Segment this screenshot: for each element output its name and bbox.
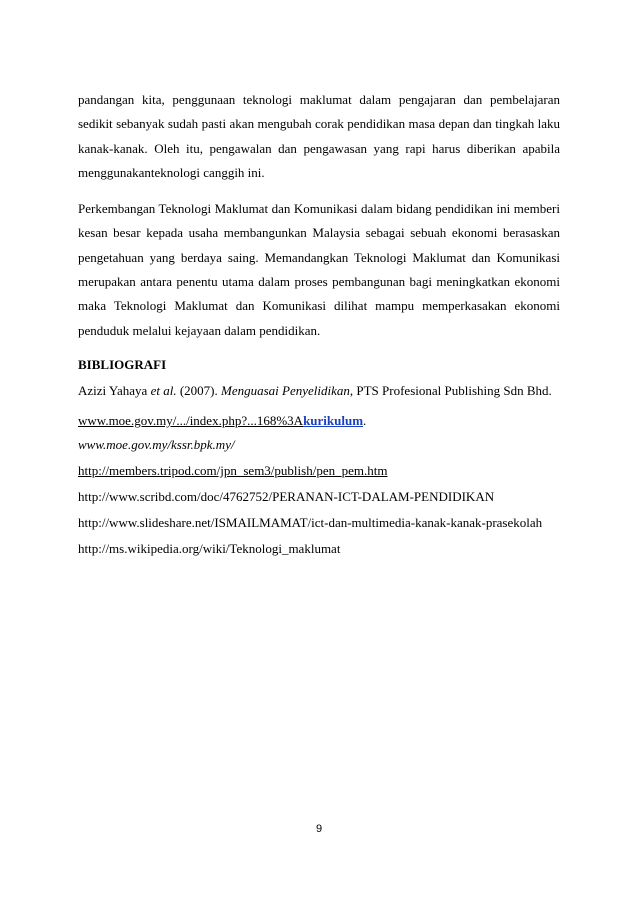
bibliography-entry-kssr: [78, 436, 560, 462]
tripod-link[interactable]: http://members.tripod.com/jpn_sem3/publish/pen_pem.htm: [78, 462, 388, 478]
bibliography-entry-moe[interactable]: [78, 412, 560, 436]
slideshare-url: http://www.slideshare.net/ISMAILMAMAT/ict-dan-multimedia-kanak-kanak-prasekolah: [78, 514, 543, 530]
bibliography-entry-book: [78, 382, 560, 412]
book-etal: et al.: [150, 382, 177, 398]
book-author: Azizi Yahaya: [78, 382, 151, 398]
kssr-url: www.moe.gov.my/kssr.bpk.my/: [78, 436, 235, 452]
scribd-url: http://www.scribd.com/doc/4762752/PERANAN-ICT-DALAM-PENDIDIKAN: [78, 488, 495, 504]
book-publisher: , PTS Profesional Publishing Sdn Bhd.: [349, 382, 552, 398]
moe-link-keyword[interactable]: kurikulum: [303, 412, 364, 428]
moe-link-suffix: .: [363, 412, 367, 428]
bibliography-entry-wikipedia: [78, 540, 560, 566]
wikipedia-url: http://ms.wikipedia.org/wiki/Teknologi_maklumat: [78, 540, 341, 556]
moe-link-prefix[interactable]: www.moe.gov.my/.../index.php?...168%3A: [78, 412, 304, 428]
book-title: Menguasai Penyelidikan: [221, 382, 350, 398]
body-paragraph-1: pandangan kita, penggunaan teknologi maklumat dalam pengajaran dan pembelajaran sedikit sebanyak sudah pasti akan mengubah corak pendidikan masa depan dan tingkah laku kanak-kanak. Oleh itu, pengawalan dan pengawasan yang rapi harus diberikan apabila menggunakanteknologi canggih ini.: [78, 92, 560, 180]
bibliography-entry-slideshare: [78, 514, 560, 540]
bibliography-heading: BIBLIOGRAFI: [78, 356, 167, 372]
book-year: (2007).: [176, 382, 221, 398]
bibliography-entry-scribd: [78, 488, 560, 514]
page-content: [78, 88, 560, 566]
page-number: 9: [315, 823, 323, 835]
bibliography-entry-tripod[interactable]: [78, 462, 560, 488]
body-paragraph-2: Perkembangan Teknologi Maklumat dan Komunikasi dalam bidang pendidikan ini memberi kesan besar kepada usaha membangunkan Malaysia sebagai sebuah ekonomi berasaskan pengetahuan yang berdaya saing. Memandangkan Teknologi Maklumat dan Komunikasi merupakan antara penentu utama dalam proses pembangunan bagi meningkatkan ekonomi maka Teknologi Maklumat dan Komunikasi dilihat mampu memperkasakan ekonomi penduduk melalui kejayaan dalam pendidikan.: [78, 201, 560, 338]
